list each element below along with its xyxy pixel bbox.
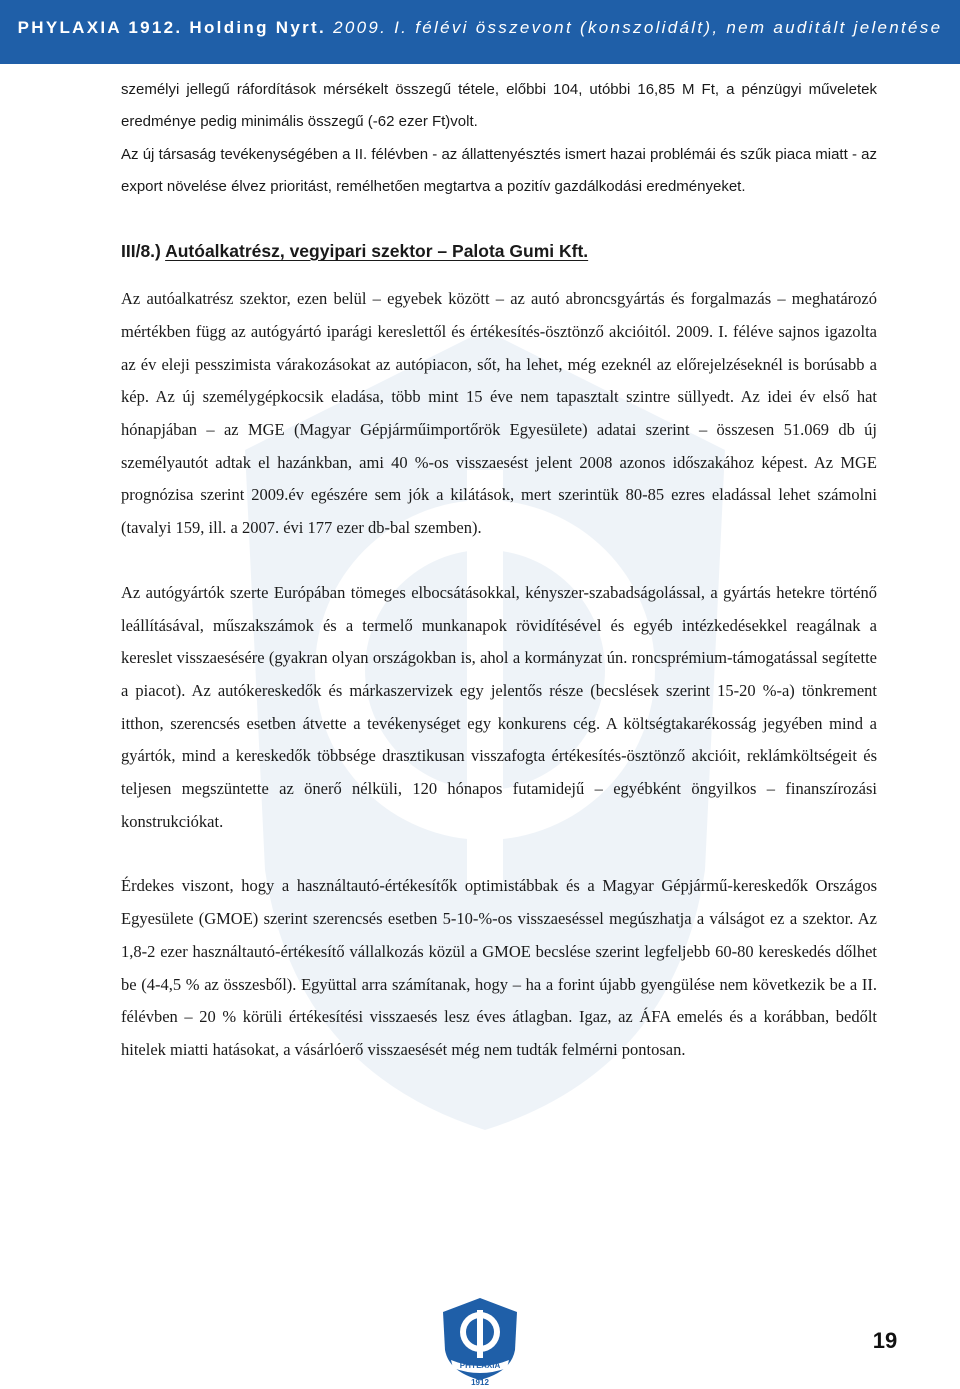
body-paragraph-3: Érdekes viszont, hogy a használtautó-értékesítők optimistábbak és a Magyar Gépjármű-kereskedők Országos Egyesülete (GMOE) szerint szerencsés esetben 5-10-%-os visszaeséssel megúszhatja a válságot ez a szektor. Az 1,8-2 ezer használtautó-értékesítő vállalkozás közül a GMOE becslése szerint legfeljebb 60-80 kereskedés dőlhet be (4-4,5 % az összesből). Együttal arra számítanak, hogy – ha a forint újabb gyengülése nem következik be a II. félévben – 20 % körüli értékesítési visszaesés lesz éves átlagban. Igaz, az ÁFA emelés és a korábban, bedőlt hitelek miatti hatásokat, a vásárlóerő visszaesését még nem tudták felmérni pontosan. [121, 876, 877, 1059]
section-number: III/8.) [121, 241, 161, 262]
svg-text:1912: 1912 [471, 1378, 489, 1386]
page-number: 19 [872, 1328, 898, 1353]
intro-paragraph-2: Az új társaság tevékenységében a II. félévben - az állattenyésztés ismert hazai problémái és szűk piaca miatt - az export növelése élvez prioritást, remélhetően megtartva a pozitív gazdálkodási eredményeket. [121, 145, 877, 195]
section-heading [121, 235, 877, 267]
header-company: PHYLAXIA 1912. Holding Nyrt. [17, 18, 327, 37]
section-title: Autóalkatrész, vegyipari szektor – Palota Gumi Kft. [165, 241, 589, 262]
svg-text:PHYLAXIA: PHYLAXIA [459, 1361, 501, 1370]
header-bar [0, 0, 960, 64]
body-paragraph-2: Az autógyártók szerte Európában tömeges elbocsátásokkal, kényszer-szabadságolással, a gyártás hetekre történő leállításával, műszakszámok és a termelő munkanapok rövidítésével és egyéb intézkedésekkel reagálnak a kereslet visszaesésére (gyakran olyan országokban is, ahol a kormányzat ún. roncsprémium-támogatással segítette a piacot). Az autókereskedők és márkaszervizek egy jelentős része (becslések szerint 15-20 %-a) tönkrement itthon, szerencsés esetben átvette a tevékenységet egy konkurens cég. A költségtakarékosság jegyében mind a gyártók, mind a kereskedők többsége drasztikusan visszafogta értékesítés-ösztönző akcióit, reklámköltségeit és teljesen megszüntette az önerő nélküli, 120 hónapos futamidejű – egyébként öngyilkos – finanszírozási konstrukciókat. [121, 582, 877, 831]
document-body [121, 74, 877, 1067]
body-paragraph-1: Az autóalkatrész szektor, ezen belül – egyebek között – az autó abroncsgyártás és forgalmazás – meghatározó mértékben függ az autógyártó iparági kereslettől és értékesítés-ösztönző akcióitól. 2009. I. féléve sajnos igazolta az év eleji pesszimista várakozásokat az autópiacon, sőt, ha lehet, még ezeknél az előrejelzéseknél is borúsabb a kép. Az új személygépkocsik eladása, több mint 15 éve nem tapasztalt szintre süllyedt. Az idei év első hat hónapjában – az MGE (Magyar Gépjárműimportőrök Egyesülete) adatai szerint – összesen 51.069 db új személyautót adtak el hazánkban, ami 40 %-os visszaesést jelent 2008 azonos időszakához képest. Az MGE prognózisa szerint 2009.év egészére sem jók a kilátások, mert szerintük 80-85 ezres eladással lehet számolni (tavalyi 159, ill. a 2007. évi 177 ezer db-bal szemben). [121, 289, 877, 538]
page-header-title [0, 18, 960, 38]
phylaxia-logo [437, 1296, 523, 1386]
intro-paragraph-1: személyi jellegű ráfordítások mérsékelt összegű tétele, előbbi 104, utóbbi 16,85 M Ft, a pénzügyi műveletek eredménye pedig minimális összegű (-62 ezer Ft)volt. [121, 81, 877, 131]
header-period: 2009. I. félévi összevont (konszolidált), nem auditált jelentése [333, 18, 943, 37]
